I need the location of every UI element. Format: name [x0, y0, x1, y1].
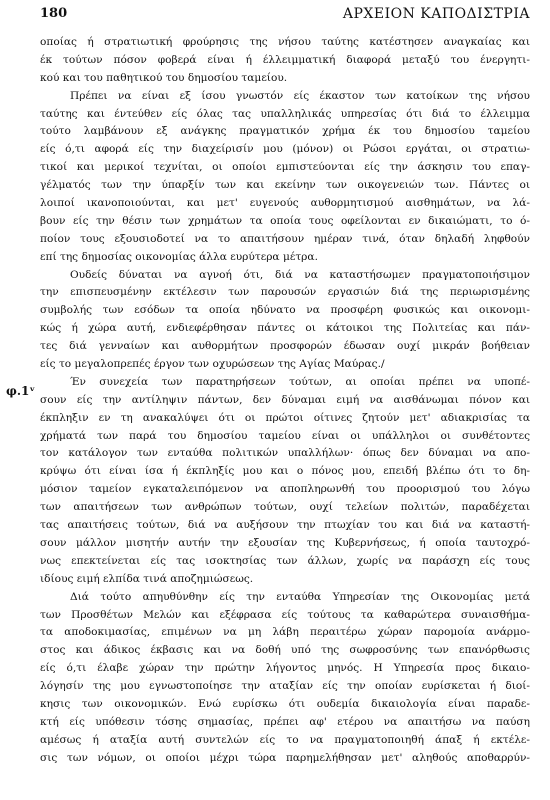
text-line: λόγησίν της μου εγνωστοποίησε την αταξίαν είς την οποίαν ευρίσκεται ή διοί- [40, 680, 530, 693]
text-line: είς ό,τι αφορά είς την διαχείρισίν μου (μόνον) οι Ρώσοι εργάται, οι στρατιω- [40, 143, 530, 156]
text-line: τικοί και μερικοί τεχνίται, οι οποίοι εμπιστεύονται είς την άσκησιν του επαγ- [40, 161, 530, 174]
text-line: γέλματός των την ύπαρξίν των και εκείνην των οικογενειών των. Πάντες οι [40, 179, 530, 192]
text-line: στος και άδικος έκβασις και να δοθή υπό της σωφροσύνης των επανόρθωσις [40, 644, 530, 657]
text-line: κώς ή χώρα αυτή, ενδιεφέρθησαν πάντες οι κάτοικοι της Πολιτείας και πάν- [40, 322, 530, 335]
text-line: έκπληξιν εν τη ανακαλύψει ότι οι πρώτοι οίτινες ζητούν μετ' αδιακρισίας τα [40, 411, 530, 424]
running-title: ΑΡΧΕΙΟΝ ΚΑΠΟΔΙΣΤΡΙΑ [342, 6, 530, 22]
text-line: τα αποδοκιμασίας, επιμένων να μη λάβη περαιτέρω χώραν παρομοία ανάρμο- [40, 626, 530, 639]
text-line: συμβολής των εσόδων τα οποία ηδύνατο να προσφέρη φυσικώς και οικονομι- [40, 304, 530, 317]
text-line: κησις των οικονομικών. Ενώ ευρίσκω ότι ουδεμία δικαιολογία είναι παραδε- [40, 697, 530, 710]
text-line: οποίας ή στρατιωτική φρούρησις της νήσου ταύτης κατέστησεν αναγκαίας και [40, 36, 530, 48]
page-header [40, 6, 530, 28]
text-line: Διά τούτο απηυθύνθην είς την ενταύθα Υπηρεσίαν της Οικονομίας μετά [70, 590, 530, 603]
text-line: ποίον τους εξουσιοδοτεί να το απαιτήσουν ημέραν τινά, όταν δηλαδή ληφθούν [40, 232, 530, 245]
text-line: Ουδείς δύναται να αγνοή ότι, διά να καταστήσωμεν πραγματοποιήσιμον [70, 268, 530, 281]
document-body [40, 34, 530, 768]
text-line: τούτο λαμβάνουν εξ ανάγκης πραγματικόν χρήμα έκ του δημοσίου ταμείου [40, 125, 530, 138]
text-line: την επισπευσμένην εκτέλεσιν των παρουσών εργασιών διά της περιωρισμένης [40, 286, 530, 299]
text-line: βουν είς την θέσιν των χρημάτων τα οποία τους οφείλονται εν δικαιώματι, το ό- [40, 214, 530, 227]
text-line: ταύτης και έντεύθεν είς όλας τας υπαλληλικάς υπηρεσίας ότι διά το έλλειμμα [40, 107, 530, 120]
text-line: κού και του παθητικού του δημοσίου ταμείου. [40, 71, 288, 84]
text-line: τον κατάλογον των ενταύθα πολιτικών υπαλλήλων· όπως δεν δύναμαι να απο- [40, 447, 530, 460]
text-line: των Προσθέτων Μελών και εξέφρασα είς τούτους τα καθαρώτερα συναισθήμα- [40, 608, 530, 621]
page-number: 180 [40, 6, 68, 21]
text-line: σουν μάλλον μισητήν αυτήν την εξουσίαν της Κυβερνήσεως, ή οποία ταυτοχρό- [40, 536, 530, 549]
text-line: έκ τούτων πόσον φοβερά είναι ή έλλειμματική διαφορά μεταξύ του ένεργητι- [40, 53, 530, 66]
text-line: Έν συνεχεία των παρατηρήσεων τούτων, αι οποίαι πρέπει να υποπέ- [70, 375, 530, 388]
text-line: είς ό,τι έλαβε χώραν την πρώτην λήγοντος μηνός. Η Υπηρεσία προς δικαιο- [40, 662, 530, 675]
text-line: λοιποί ικανοποιούνται, και μετ' ευγενούς αυθορμητισμού αισθημάτων, να λά- [40, 197, 530, 210]
text-line: των απαιτήσεων των ανθρώπων τούτων, ουχί τελείων πολιτών, παραδέχεται [40, 501, 530, 514]
text-line: σουν είς την αντίληψιν πάντων, δεν δύναμαι ειμή να αισθάνωμαι πόνον και [40, 393, 530, 406]
text-line: νως επεκτείνεται είς τας ισοκτησίας των άλλων, χωρίς να παράσχη είς τους [40, 554, 530, 567]
text-line: αμέσως ή αταξία αυτή συντελών είς το να πραγματοποιηθή άπαξ ή εκτέλε- [40, 733, 530, 746]
text-line: ιδίους ειμή ελπίδα τινά αποζημιώσεως. [40, 572, 254, 585]
text-line: κρύψω ότι είναι ίσα ή έκπληξίς μου και ο πόνος μου, επειδή βλέπω ότι το δη- [40, 465, 530, 478]
text-line: τας απαιτήσεις τούτων, διά να αυξήσουν την πτωχίαν του και διά να καταστή- [40, 519, 530, 532]
text-line: Πρέπει να είναι εξ ίσου γνωστόν είς έκαστον των κατοίκων της νήσου [70, 89, 530, 102]
text-line: τες διά γενναίων και αυθορμήτων προσφορών έδωσαν ουχί μικράν βοήθειαν [40, 340, 530, 353]
folio-margin-note: φ.1ᵛ [6, 384, 36, 398]
text-line: σις των νόμων, οι οποίοι μέχρι τώρα παρημελήθησαν μετ' αληθούς αποθαρρύν- [40, 751, 530, 764]
text-line: είς το μεγαλοπρεπές έργον των οχυρώσεων της Αγίας Μαύρας./ [40, 358, 385, 371]
text-line: κτή είς υπόθεσιν τόσης σημασίας, πρέπει αφ' ετέρου να απαιτήσω να παύση [40, 715, 530, 728]
text-line: επί της δημοσίας οικονομίας άλλα ευρύτερα μέτρα. [40, 250, 318, 263]
text-line: μόσιον ταμείον εγκαταλειπόμενον να αποπληρωνθή του προορισμού του λόγω [40, 483, 530, 496]
text-line: χρήματά των παρά του δημοσίου ταμείου είναι οι υπάλληλοι οι συνθέτοντες [40, 429, 530, 442]
